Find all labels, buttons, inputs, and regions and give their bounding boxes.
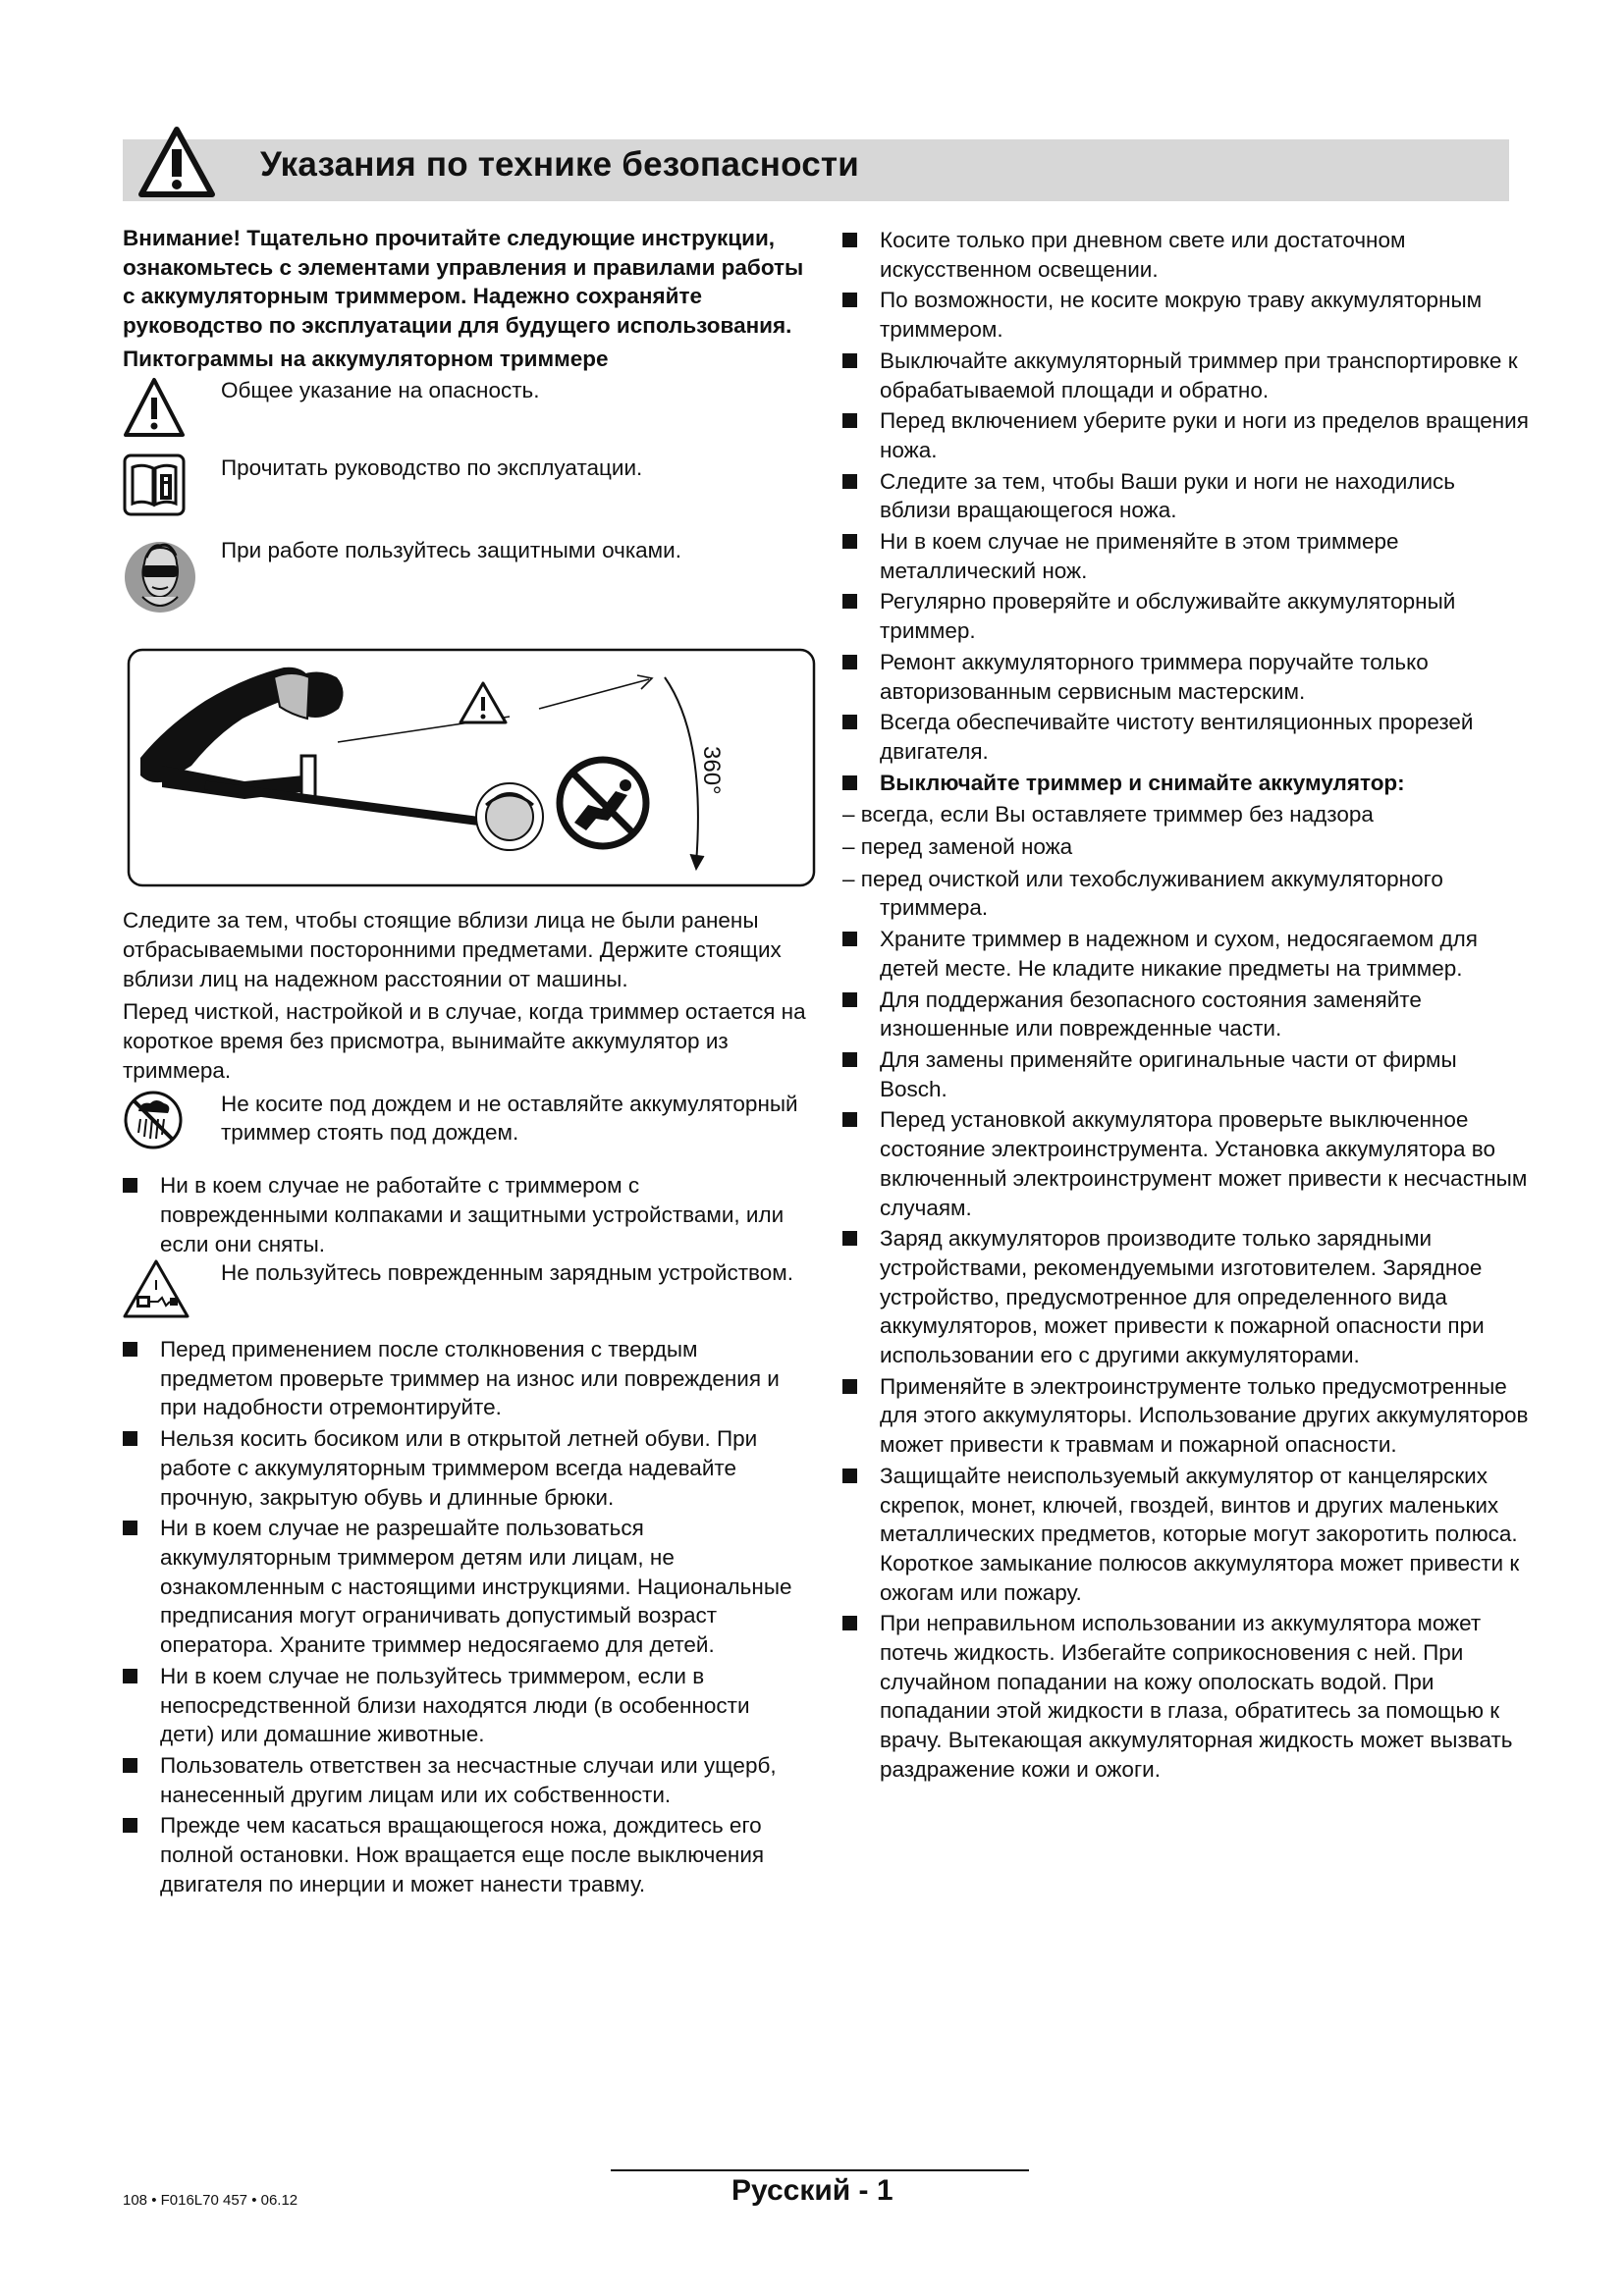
paragraph: Перед чисткой, настройкой и в случае, когда триммер остается на короткое время без присмотра, вынимайте аккумулятор из триммера. [123,999,806,1083]
pictogram-heading: Пиктограммы на аккумуляторном триммере [123,346,609,371]
bullet-item: Пользователь ответствен за несчастные случаи или ущерб, нанесенный другим лицам или их собственности. [123,1751,810,1809]
bullet-item: Следите за тем, чтобы Ваши руки и ноги не находились вблизи вращающегося ножа. [842,467,1530,525]
pictogram-label: При работе пользуйтесь защитными очками. [221,537,681,562]
bullet-item: Всегда обеспечивайте чистоту вентиляционных прорезей двигателя. [842,708,1530,766]
bullet-item: Ремонт аккумуляторного триммера поручайте только авторизованным сервисным мастерским. [842,648,1530,706]
bullet-item: Ни в коем случае не разрешайте пользоваться аккумуляторным триммером детям или лицам, не ознакомленным с настоящими инструкциями. Национальные предписания могут ограничивать допустимый возраст оператора. Храните триммер недосягаемо для детей. [123,1514,810,1660]
pictogram-row [123,376,810,447]
pictogram-label: Прочитать руководство по эксплуатации. [221,455,643,481]
bullet-item: Перед применением после столкновения с твердым предметом проверьте триммер на износ или повреждения и при надобности отремонтируйте. [123,1335,810,1422]
bullet-item: Регулярно проверяйте и обслуживайте аккумуляторный триммер. [842,587,1530,645]
general-danger-icon [123,376,186,439]
bullet-item: Перед включением уберите руки и ноги из пределов вращения ножа. [842,406,1530,464]
pictogram-label: Не косите под дождем и не оставляйте аккумуляторный триммер стоять под дождем. [221,1091,798,1146]
footer-divider [611,2169,1029,2171]
damaged-charger-icon [123,1258,189,1319]
bullet-item: Ни в коем случае не работайте с триммером с поврежденными колпаками и защитными устройствами, или если они сняты. [123,1171,810,1258]
bullet-marker [123,1171,160,1201]
right-column [842,224,1530,1785]
dash-item: – перед очисткой или техобслуживанием аккумуляторного триммера. [842,866,1443,921]
dash-item: – всегда, если Вы оставляете триммер без надзора [842,802,1374,828]
bullet-item: При неправильном использовании из аккумулятора может потечь жидкость. Избегайте соприкосновения с ней. При случайном попадании на кожу ополоскать водой. При попадании этой жидкости в глаза, обратитесь за помощью к врачу. Вытекающая аккумуляторная жидкость может вызвать раздражение кожи и ожоги. [842,1609,1530,1784]
manual-book-icon [123,454,186,516]
bullet-item: Прежде чем касаться вращающегося ножа, дождитесь его полной остановки. Нож вращается еще после выключения двигателя по инерции и может нанести травму. [123,1811,810,1898]
bullet-item: Ни в коем случае не пользуйтесь триммером, если в непосредственной близи находятся люди (в особенности дети) или домашние животные. [123,1662,810,1749]
bullet-item: По возможности, не косите мокрую траву аккумуляторным триммером. [842,286,1530,344]
pictogram-label: Не пользуйтесь поврежденным зарядным устройством. [221,1260,793,1286]
bullet-item: Для поддержания безопасного состояния заменяйте изношенные или поврежденные части. [842,986,1530,1043]
bystander-distance-illustration [127,648,816,887]
left-column [123,224,810,1898]
pictogram-row [123,1090,810,1158]
bullet-item: Применяйте в электроинструменте только предусмотренные для этого аккумуляторы. Использование других аккумуляторов может привести к травмам и пожарной опасности. [842,1372,1530,1460]
bullet-item: Нельзя косить босиком или в открытой летней обуви. При работе с аккумуляторным триммером всегда надевайте прочную, закрытую обувь и длинные брюки. [123,1424,810,1512]
warning-triangle-icon [137,126,216,200]
bullet-item: Косите только при дневном свете или достаточном искусственном освещении. [842,226,1530,284]
rotation-angle-label: 360° [698,745,725,795]
pictogram-label: Общее указание на опасность. [221,377,540,402]
safety-goggles-icon [123,536,197,614]
bullet-item: Перед установкой аккумулятора проверьте выключенное состояние электроинструмента. Установка аккумулятора во включенный электроинструмент может привести к несчастным случаям. [842,1105,1530,1222]
page-language-number: Русский - 1 [731,2174,893,2207]
bullet-item-bold: Выключайте триммер и снимайте аккумулятор: [842,769,1530,798]
pictogram-row [123,536,810,622]
pictogram-row [123,1258,810,1327]
no-rain-icon [123,1090,184,1150]
section-header [123,139,1509,201]
bullet-item: Ни в коем случае не применяйте в этом триммере металлический нож. [842,527,1530,585]
paragraph: Следите за тем, чтобы стоящие вблизи лица не были ранены отбрасываемыми посторонними предметами. Держите стоящих вблизи лиц на надежном расстоянии от машины. [123,908,782,991]
document-code: 108 • F016L70 457 • 06.12 [123,2192,298,2209]
pictogram-row [123,454,810,524]
bullet-list [123,1335,810,1898]
bullet-item: Храните триммер в надежном и сухом, недосягаемом для детей месте. Не кладите никакие предметы на триммер. [842,925,1530,983]
bullet-item: Заряд аккумуляторов производите только зарядными устройствами, рекомендуемыми изготовителем. Зарядное устройство, предусмотренное для определенного вида аккумуляторов, может привести к пожарной опасности при использовании его с другими аккумуляторами. [842,1224,1530,1370]
bullet-item: Для замены применяйте оригинальные части от фирмы Bosch. [842,1045,1530,1103]
dash-item: – перед заменой ножа [842,834,1073,860]
bullet-item: Защищайте неиспользуемый аккумулятор от канцелярских скрепок, монет, ключей, гвоздей, винтов и других маленьких металлических предметов, которые могут закоротить полюса. Короткое замыкание полюсов аккумулятора может привести к ожогам или пожару. [842,1462,1530,1608]
bullet-item: Выключайте аккумуляторный триммер при транспортировке к обрабатываемой площади и обратно. [842,347,1530,404]
page-title: Указания по технике безопасности [260,145,859,184]
intro-warning: Внимание! Тщательно прочитайте следующие инструкции, ознакомьтесь с элементами управления и правилами работы с аккумуляторным триммером. Надежно сохраняйте руководство по эксплуатации для будущего использования. [123,226,804,339]
